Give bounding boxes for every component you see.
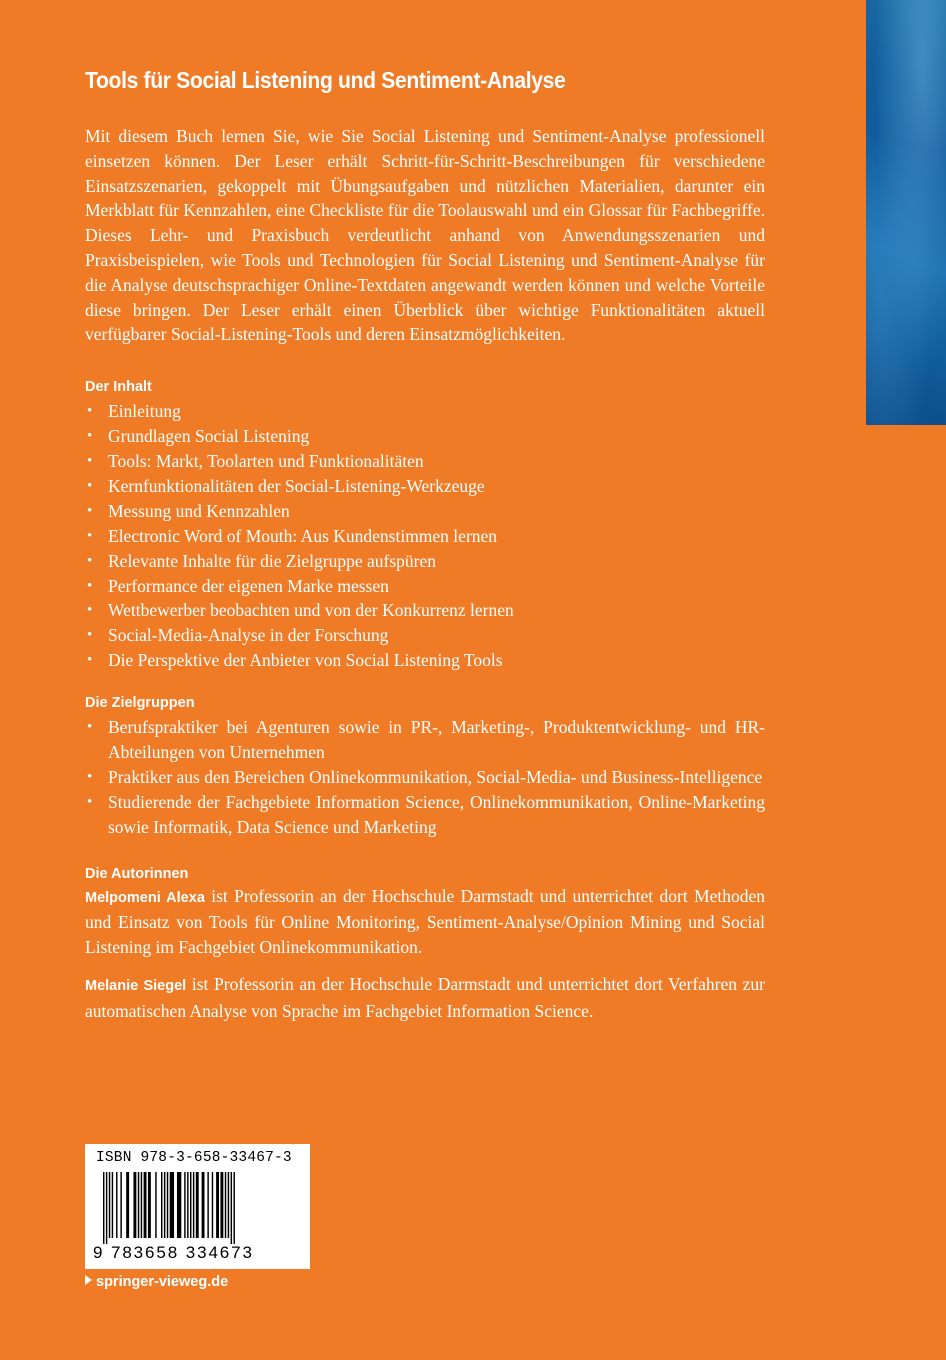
arrow-right-icon: [85, 1275, 92, 1285]
contents-list-item: • Messung und Kennzahlen: [85, 499, 765, 524]
author-bio-text: ist Professorin an der Hochschule Darmstadt und unterrichtet dort Verfahren zur automatischen Analyse von Sprache im Fachgebiet Information Science.: [85, 974, 765, 1021]
contents-list-item: • Einleitung: [85, 399, 765, 424]
barcode-bar: [225, 1172, 226, 1238]
barcode-bar: [116, 1172, 117, 1238]
target-groups-heading: Die Zielgruppen: [85, 695, 195, 712]
contents-list-item: • Grundlagen Social Listening: [85, 424, 765, 449]
contents-list-item: • Tools: Markt, Toolarten und Funktionalitäten: [85, 449, 765, 474]
barcode-bar: [202, 1172, 205, 1238]
barcode-bar: [234, 1172, 235, 1244]
author-name: Melpomeni Alexa: [85, 889, 205, 906]
intro-paragraph: Mit diesem Buch lernen Sie, wie Sie Social Listening und Sentiment-Analyse professionell einsetzen können. Der Leser erhält Schritt-für-Schritt-Beschreibungen für verschiedene Einsatzszenarien, gekoppelt mit Übungsaufgaben und nützlichen Materialien, darunter ein Merkblatt für Kennzahlen, eine Checkliste für die Toolauswahl und ein Glossar für Fachbegriffe. Dieses Lehr- und Praxisbuch verdeutlicht anhand von Anwendungsszenarien und Praxisbeispielen, wie Tools und Technologien für Social Listening und Sentiment-Analyse für die Analyse deutschsprachiger Online-Textdaten angewandt werden können und welche Vorteile diese bringen. Der Leser erhält einen Überblick über wichtige Funktionalitäten aktuell verfügbarer Social-Listening-Tools und deren Einsatzmöglichkeiten.: [85, 126, 765, 345]
barcode-bar: [164, 1172, 165, 1238]
target-groups-list: [85, 715, 765, 840]
author-name: Melanie Siegel: [85, 978, 187, 995]
barcode-bar: [184, 1172, 185, 1238]
barcode-bar: [220, 1172, 223, 1238]
contents-heading: Der Inhalt: [85, 379, 152, 396]
barcode-bars: [95, 1172, 300, 1244]
website-link-text: springer-vieweg.de: [96, 1274, 229, 1290]
barcode-bar: [228, 1172, 229, 1238]
publisher-website[interactable]: [85, 1274, 228, 1290]
barcode-bar: [161, 1172, 162, 1238]
barcode-bar: [177, 1172, 181, 1238]
barcode-digits: 9 783658 334673: [93, 1243, 254, 1262]
barcode-bar: [196, 1172, 199, 1238]
blue-accent-panel: [866, 0, 946, 425]
target-group-item: • Studierende der Fachgebiete Information Science, Onlinekommunikation, Online-Marketing sowie Informatik, Data Science und Marketing: [85, 790, 765, 840]
barcode-bar: [167, 1172, 168, 1238]
contents-list-item: • Electronic Word of Mouth: Aus Kundenstimmen lernen: [85, 524, 765, 549]
barcode-bar: [148, 1172, 151, 1238]
contents-list-item: • Performance der eigenen Marke messen: [85, 574, 765, 599]
target-group-item: • Praktiker aus den Bereichen Onlinekommunikation, Social-Media- und Business-Intelligence: [85, 765, 765, 790]
barcode-bar: [109, 1172, 110, 1238]
barcode-bar: [138, 1172, 139, 1238]
barcode-bar: [106, 1172, 107, 1244]
barcode-bar: [170, 1172, 174, 1238]
barcode-bar: [212, 1172, 213, 1238]
target-group-item: • Berufspraktiker bei Agenturen sowie in PR-, Marketing-, Produktentwicklung- und HR-Abteilungen von Unternehmen: [85, 715, 765, 765]
barcode-bar: [112, 1172, 113, 1238]
barcode-bar: [187, 1172, 188, 1238]
barcode-bar: [120, 1172, 121, 1238]
barcode-bar: [133, 1172, 136, 1238]
contents-list-item: • Die Perspektive der Anbieter von Social Listening Tools: [85, 648, 765, 673]
barcode-bar: [144, 1172, 147, 1238]
barcode-bar: [141, 1172, 142, 1238]
author-bio: [85, 972, 765, 1024]
barcode-bar: [231, 1172, 232, 1244]
author-bio: [85, 884, 765, 960]
back-cover-content: [85, 64, 765, 1024]
contents-list-item: • Social-Media-Analyse in der Forschung: [85, 623, 765, 648]
barcode-bar: [216, 1172, 219, 1238]
barcode-bar: [155, 1172, 156, 1238]
contents-list: [85, 399, 765, 673]
authors-heading: Die Autorinnen: [85, 865, 189, 882]
author-bio-text: ist Professorin an der Hochschule Darmstadt und unterrichtet dort Methoden und Einsatz von Tools für Online Monitoring, Sentiment-Analyse/Opinion Mining und Social Listening im Fachgebiet Onlinekommunikation.: [85, 885, 765, 958]
barcode-bar: [103, 1172, 104, 1244]
contents-list-item: • Relevante Inhalte für die Zielgruppe aufspüren: [85, 549, 765, 574]
page-title: Tools für Social Listening und Sentiment-Analyse: [85, 67, 566, 93]
contents-list-item: • Wettbewerber beobachten und von der Konkurrenz lernen: [85, 598, 765, 623]
barcode-bar: [207, 1172, 208, 1238]
isbn-label: ISBN 978-3-658-33467-3: [96, 1150, 292, 1166]
contents-list-item: • Kernfunktionalitäten der Social-Listening-Werkzeuge: [85, 474, 765, 499]
barcode-bar: [193, 1172, 194, 1238]
isbn-barcode: [85, 1144, 310, 1269]
barcode-bar: [126, 1172, 129, 1238]
barcode-bar: [190, 1172, 191, 1238]
